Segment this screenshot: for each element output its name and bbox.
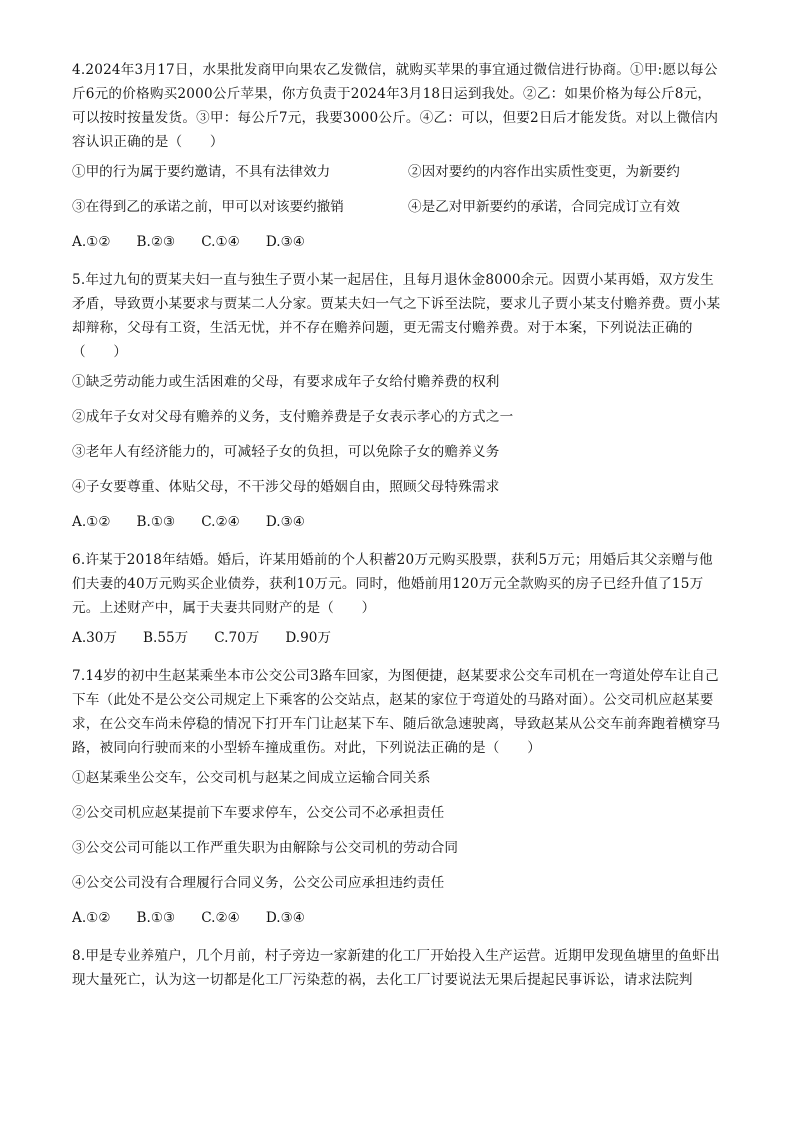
question-stem: 4.2024年3月17日，水果批发商甲向果农乙发微信，就购买苹果的事宜通过微信进行协商。①甲:愿以每公斤6元的价格购买2000公斤苹果，你方负责于2024年3月18日运到我处。②乙：如果价格为每公斤8元，可以按时按量发货。③甲：每公斤7元，我要3000公斤。④乙：可以，但要2日后才能发货。对以上微信内容认识正确的是（ ） bbox=[72, 62, 719, 150]
choice-c: C.②④ bbox=[201, 910, 240, 926]
option-item: ①甲的行为属于要约邀请，不具有法律效力 bbox=[72, 164, 331, 180]
choice-a: A.①② bbox=[72, 514, 111, 530]
answer-choices bbox=[72, 232, 724, 252]
choice-d: D.③④ bbox=[265, 910, 305, 926]
question-4 bbox=[72, 58, 724, 252]
choice-d: D.90万 bbox=[285, 630, 332, 646]
choice-c: C.②④ bbox=[201, 514, 240, 530]
question-stem: 6.许某于2018年结婚。婚后，许某用婚前的个人积蓄20万元购买股票，获利5万元；用婚后其父亲赠与他们夫妻的40万元购买企业债券，获利10万元。同时，他婚前用120万元全款购买的房子已经升值了15万元。上述财产中，属于夫妻共同财产的是（ ） bbox=[72, 552, 713, 616]
choice-b: B.①③ bbox=[136, 514, 176, 530]
question-stem: 7.14岁的初中生赵某乘坐本市公交公司3路车回家，为图便捷，赵某要求公交车司机在一弯道处停车让自己下车（此处不是公交公司规定上下乘客的公交站点，赵某的家位于弯道处的马路对面）。公交司机应赵某要求，在公交车尚未停稳的情况下打开车门让赵某下车、随后欲急速驶离，导致赵某从公交车前奔跑着横穿马路，被同向行驶而来的小型轿车撞成重伤。对此，下列说法正确的是（ ） bbox=[72, 668, 721, 756]
option-item: ④是乙对甲新要约的承诺，合同完成订立有效 bbox=[408, 199, 680, 215]
choice-a: A.30万 bbox=[72, 630, 118, 646]
option-item: ③在得到乙的承诺之前，甲可以对该要约撤销 bbox=[72, 199, 344, 215]
question-6 bbox=[72, 548, 724, 648]
option-item: ①缺乏劳动能力或生活困难的父母，有要求成年子女给付赡养费的权利 bbox=[72, 374, 500, 390]
option-item: ④子女要尊重、体贴父母，不干涉父母的婚姻自由，照顾父母特殊需求 bbox=[72, 479, 500, 495]
choice-c: C.70万 bbox=[214, 630, 260, 646]
choice-c: C.①④ bbox=[201, 234, 240, 250]
choice-a: A.①② bbox=[72, 910, 111, 926]
choice-d: D.③④ bbox=[265, 514, 305, 530]
option-row bbox=[72, 162, 724, 182]
option-item: ②公交司机应赵某提前下车要求停车，公交公司不必承担责任 bbox=[72, 805, 445, 821]
choice-b: B.①③ bbox=[136, 910, 176, 926]
question-stem: 5.年过九旬的贾某夫妇一直与独生子贾小某一起居住，且每月退休金8000余元。因贾小某再婚，双方发生矛盾，导致贾小某要求与贾某二人分家。贾某夫妇一气之下诉至法院，要求儿子贾小某支付赡养费。贾小某却辩称，父母有工资，生活无忧，并不存在赡养问题，更无需支付赡养费。对于本案，下列说法正确的（ ） bbox=[72, 272, 721, 360]
option-row bbox=[72, 197, 724, 217]
option-item: ③公交公司可能以工作严重失职为由解除与公交司机的劳动合同 bbox=[72, 840, 459, 856]
answer-choices bbox=[72, 512, 724, 532]
option-item: ①赵某乘坐公交车，公交司机与赵某之间成立运输合同关系 bbox=[72, 770, 431, 786]
option-item: ④公交公司没有合理履行合同义务，公交公司应承担违约责任 bbox=[72, 875, 445, 891]
option-item: ②因对要约的内容作出实质性变更，为新要约 bbox=[408, 164, 680, 180]
question-stem: 8.甲是专业养殖户，几个月前，村子旁边一家新建的化工厂开始投入生产运营。近期甲发现鱼塘里的鱼虾出现大量死亡，认为这一切都是化工厂污染惹的祸，去化工厂讨要说法无果后提起民事诉讼，请求法院判 bbox=[72, 948, 720, 988]
question-5 bbox=[72, 268, 724, 532]
option-item: ②成年子女对父母有赡养的义务，支付赡养费是子女表示孝心的方式之一 bbox=[72, 409, 514, 425]
choice-b: B.②③ bbox=[136, 234, 176, 250]
choice-d: D.③④ bbox=[265, 234, 305, 250]
choice-b: B.55万 bbox=[143, 630, 189, 646]
answer-choices bbox=[72, 628, 724, 648]
answer-choices bbox=[72, 908, 724, 928]
question-8 bbox=[72, 944, 724, 992]
question-7 bbox=[72, 664, 724, 928]
choice-a: A.①② bbox=[72, 234, 111, 250]
option-item: ③老年人有经济能力的，可减轻子女的负担，可以免除子女的赡养义务 bbox=[72, 444, 500, 460]
